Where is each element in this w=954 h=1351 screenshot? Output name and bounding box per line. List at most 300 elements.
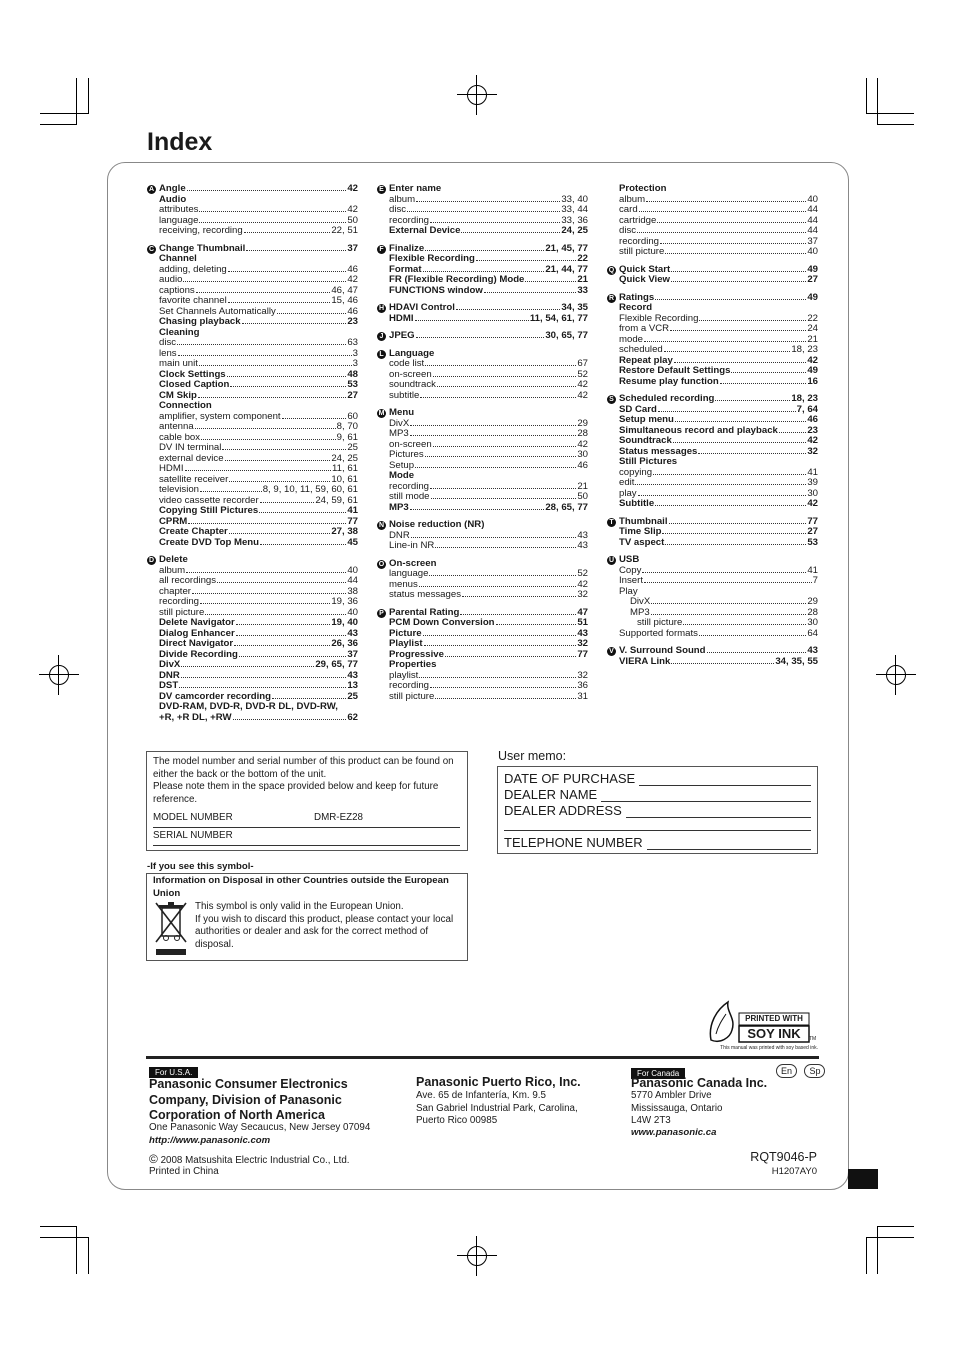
model-box-note: Please note them in the space provided below and keep for future reference. <box>153 781 439 805</box>
index-entry-label: Quick Start <box>619 263 671 275</box>
leader-dots <box>423 271 545 272</box>
index-entry-page: 21, 45, 77 <box>545 242 588 254</box>
index-entry-page: 33, 44 <box>561 204 588 215</box>
index-entry-page: 77 <box>807 515 818 527</box>
index-entry-label: adding, deleting <box>159 263 227 275</box>
index-entry-label: Scheduled recording <box>619 393 715 404</box>
leader-dots <box>410 509 545 510</box>
index-entry-page: 44 <box>347 575 358 586</box>
leader-dots <box>720 383 807 384</box>
index-entry-page: 43 <box>577 529 588 541</box>
index-entry-page: 31 <box>577 690 588 702</box>
index-entry-page: 3 <box>352 358 358 369</box>
document-subcode: H1207AY0 <box>771 1166 817 1177</box>
canada-address-line1: 5770 Ambler Drive <box>631 1090 712 1101</box>
canada-company: Panasonic Canada Inc. <box>631 1076 768 1090</box>
index-entry-page: 10, 61 <box>331 473 358 485</box>
index-entry <box>377 359 588 370</box>
leader-dots <box>260 544 346 545</box>
usa-company-line1: Panasonic Consumer Electronics <box>149 1077 348 1091</box>
index-group <box>607 184 818 258</box>
index-entry <box>607 247 818 258</box>
index-entry-label: language <box>159 214 199 226</box>
index-entry-label: DNR <box>159 669 180 681</box>
index-entry <box>377 275 588 286</box>
index-entry-label: Time Slip <box>619 526 662 537</box>
leader-dots <box>484 292 577 293</box>
crop-mark <box>88 78 89 114</box>
index-entry-page: 32 <box>807 445 818 457</box>
index-entry-label: DivX <box>389 417 410 429</box>
leader-dots <box>201 439 336 440</box>
index-entry-label: Audio <box>159 193 187 205</box>
index-entry <box>607 478 818 489</box>
pr-address-line3: Puerto Rico 00985 <box>416 1115 498 1127</box>
leader-dots <box>655 299 806 300</box>
date-of-purchase-label: DATE OF PURCHASE <box>504 771 636 786</box>
index-entry <box>607 468 818 479</box>
index-entry-page: 41 <box>807 564 818 576</box>
index-entry <box>377 520 588 531</box>
index-entry-label: from a VCR <box>619 323 670 334</box>
dealer-name-field[interactable] <box>601 789 811 802</box>
telephone-number-field[interactable] <box>647 837 811 850</box>
index-entry-label: Playlist <box>389 638 423 649</box>
index-entry <box>607 377 818 388</box>
index-entry-label: subtitle <box>389 389 420 401</box>
index-entry-label: television <box>159 484 199 495</box>
index-entry-page: 21 <box>807 333 818 345</box>
disposal-heading: Information on Disposal in other Countries outside the European Union <box>153 875 449 899</box>
index-entry <box>377 184 588 195</box>
leader-dots <box>433 376 577 377</box>
index-entry-page: 27 <box>347 389 358 401</box>
index-entry <box>607 576 818 587</box>
index-group-d <box>147 555 358 723</box>
index-entry-label: Finalize <box>389 242 425 254</box>
index-entry-page: 18, 23 <box>791 344 818 355</box>
index-entry-page: 46 <box>577 459 588 471</box>
dealer-address-field-2[interactable] <box>504 829 811 831</box>
weee-bin-icon <box>153 900 189 956</box>
leader-dots <box>779 432 806 433</box>
index-entry-page: 30, 65, 77 <box>545 330 588 341</box>
index-entry-label: Divide Recording <box>159 648 238 660</box>
index-entry-page: 42 <box>577 379 588 390</box>
index-entry <box>147 660 358 671</box>
index-entry <box>147 443 358 454</box>
soy-ink-caption: This manual was printed with soy based ink. <box>720 1045 818 1051</box>
index-entry <box>147 226 358 237</box>
index-entry-page: 43 <box>577 540 588 551</box>
index-entry-page: 37 <box>807 235 818 247</box>
usa-address: One Panasonic Way Secaucus, New Jersey 07094 <box>149 1122 371 1133</box>
index-entry-label: DVD-RAM, DVD-R, DVD-R DL, DVD-RW, <box>159 701 338 712</box>
leader-dots <box>669 523 807 524</box>
index-entry <box>607 457 818 468</box>
leader-dots <box>272 698 346 699</box>
index-group-r <box>607 293 818 388</box>
leader-dots <box>699 320 806 321</box>
index-entry <box>377 660 588 671</box>
index-entry-label: TV aspect <box>619 536 665 548</box>
index-entry-page: 7 <box>812 575 818 586</box>
index-entry-page: 24, 25 <box>331 452 358 464</box>
model-box-intro: The model number and serial number of this product can be found on either the back or the bottom of the unit. <box>153 756 454 780</box>
registration-mark-icon <box>39 655 79 695</box>
index-entry-page: 22 <box>807 312 818 324</box>
index-group-j <box>377 331 588 342</box>
leader-dots <box>665 544 806 545</box>
crop-mark <box>877 1226 878 1274</box>
index-entry-label: album <box>389 193 416 205</box>
leader-dots <box>456 309 560 310</box>
index-entry-label: still mode <box>389 491 430 502</box>
leader-dots <box>192 593 346 594</box>
leader-dots <box>637 232 806 233</box>
index-entry <box>607 195 818 206</box>
serial-number-label: SERIAL NUMBER <box>153 830 233 841</box>
index-entry-label: Change Thumbnail <box>159 242 246 254</box>
index-entry <box>147 702 358 713</box>
index-entry <box>147 506 358 517</box>
leader-dots <box>410 435 577 436</box>
index-entry-page: 22, 51 <box>331 225 358 236</box>
index-entry-label: disc <box>159 337 177 348</box>
leader-dots <box>698 453 806 454</box>
index-entry-page: 16 <box>807 375 818 387</box>
index-entry-label: Channel <box>159 253 197 264</box>
index-entry-page: 46, 47 <box>331 284 358 296</box>
pr-address-line1: Ave. 65 de Infantería, Km. 9.5 <box>416 1090 546 1101</box>
index-entry-page: 27 <box>807 526 818 537</box>
leader-dots <box>205 614 346 615</box>
index-entry-page: 22 <box>577 253 588 264</box>
index-entry-page: 40 <box>347 606 358 618</box>
index-entry-page: 43 <box>577 627 588 639</box>
leader-dots <box>671 663 774 664</box>
index-entry <box>147 597 358 608</box>
index-entry-label: album <box>159 564 186 576</box>
index-entry <box>147 401 358 412</box>
index-entry-page: 32 <box>577 589 588 600</box>
date-of-purchase-field[interactable] <box>639 773 811 786</box>
index-entry-label: Picture <box>389 627 422 639</box>
leader-dots <box>420 397 576 398</box>
telephone-number-label: TELEPHONE NUMBER <box>504 835 643 850</box>
index-entry-page: 41 <box>347 505 358 516</box>
index-entry <box>147 296 358 307</box>
user-memo-box <box>497 766 818 854</box>
index-entry <box>377 471 588 482</box>
index-entry-label: Thumbnail <box>619 515 668 527</box>
index-entry-label: DivX <box>159 659 181 670</box>
index-entry-page: 39 <box>807 477 818 488</box>
index-entry-page: 29, 65, 77 <box>315 659 358 670</box>
index-entry-page: 41 <box>807 466 818 478</box>
index-entry-page: 62 <box>347 711 358 723</box>
soy-ink-line2: SOY INK <box>747 1026 801 1041</box>
index-letter-badge: M <box>378 410 385 417</box>
index-entry-label: DST <box>159 680 179 691</box>
model-number-box <box>146 751 468 851</box>
canada-website-link[interactable]: www.panasonic.ca <box>631 1127 717 1138</box>
index-group-u <box>607 555 818 639</box>
index-entry <box>607 184 818 195</box>
crop-mark <box>76 1226 77 1274</box>
index-entry-label: DV IN terminal <box>159 442 222 453</box>
printed-in: Printed in China <box>149 1166 219 1177</box>
leader-dots <box>195 428 336 429</box>
leader-dots <box>425 250 544 251</box>
model-number-value: DMR-EZ28 <box>314 812 363 823</box>
index-entry-label: SD Card <box>619 403 657 415</box>
index-column-1 <box>147 184 358 730</box>
index-entry-page: 48 <box>347 368 358 380</box>
index-entry-label: mode <box>619 333 643 345</box>
leader-dots <box>429 575 576 576</box>
index-entry-label: play <box>619 487 637 499</box>
index-entry-page: 24, 59, 61 <box>315 494 358 506</box>
leader-dots <box>228 271 347 272</box>
index-entry <box>377 195 588 206</box>
index-entry-page: 32 <box>577 638 588 649</box>
index-entry-label: still picture <box>159 606 205 618</box>
registration-mark-icon <box>457 1236 497 1276</box>
leader-dots <box>671 281 806 282</box>
index-entry-label: HDAVI Control <box>389 302 455 313</box>
usa-website-link[interactable]: http://www.panasonic.com <box>149 1135 271 1146</box>
index-entry-page: 44 <box>807 225 818 236</box>
leader-dots <box>236 635 347 636</box>
leader-dots <box>731 372 806 373</box>
index-entry <box>377 205 588 216</box>
index-entry-page: 53 <box>347 379 358 390</box>
index-entry-label: playlist <box>389 669 419 681</box>
usa-tag: For U.S.A. <box>149 1067 198 1078</box>
index-letter-badge: L <box>377 350 386 359</box>
index-entry-label: FR (Flexible Recording) Mode <box>389 274 525 285</box>
leader-dots <box>435 547 576 548</box>
leader-dots <box>199 222 346 223</box>
registration-mark-icon <box>457 75 497 115</box>
leader-dots <box>639 211 807 212</box>
index-entry-label: receiving, recording <box>159 225 243 236</box>
index-entry-page: 40 <box>347 564 358 576</box>
crop-mark <box>88 1237 89 1274</box>
leader-dots <box>433 446 577 447</box>
leader-dots <box>460 614 576 615</box>
crop-mark <box>40 1237 89 1238</box>
disposal-lead: -If you see this symbol- <box>147 861 254 872</box>
index-entry-page: 42 <box>807 498 818 509</box>
index-entry <box>147 359 358 370</box>
index-letter-badge: O <box>378 560 385 568</box>
index-entry-label: Create DVD Top Menu <box>159 536 260 548</box>
index-entry-page: 32 <box>577 669 588 681</box>
leader-dots <box>225 460 331 461</box>
leader-dots <box>246 250 346 251</box>
leader-dots <box>181 677 347 678</box>
leader-dots <box>707 652 807 653</box>
index-entry-label: V. Surround Sound <box>619 645 706 656</box>
index-entry-page: 11, 61 <box>332 463 358 474</box>
leader-dots <box>430 687 576 688</box>
index-entry <box>607 436 818 447</box>
leader-dots <box>186 572 346 573</box>
leader-dots <box>653 474 806 475</box>
index-entry <box>147 275 358 286</box>
index-entry-label: Play <box>619 585 638 597</box>
leader-dots <box>644 582 812 583</box>
index-entry-label: Status messages <box>619 445 698 457</box>
index-entry-page: 43 <box>347 669 358 681</box>
index-entry-page: 23 <box>347 316 358 327</box>
index-entry <box>607 618 818 629</box>
leader-dots <box>424 645 577 646</box>
index-entry-label: +R, +R DL, +RW <box>159 711 232 723</box>
leader-dots <box>525 281 576 282</box>
index-letter-badge: P <box>377 609 386 618</box>
index-entry-label: CPRM <box>159 515 188 527</box>
index-entry-label: video cassette recorder <box>159 494 259 506</box>
index-entry-label: Delete Navigator <box>159 617 235 628</box>
index-entry-label: VIERA Link <box>619 655 671 667</box>
index-entry <box>377 681 588 692</box>
leader-dots <box>496 624 577 625</box>
index-entry-label: cable box <box>159 431 201 443</box>
index-entry-label: on-screen <box>389 438 432 450</box>
leader-dots <box>655 505 806 506</box>
index-entry-page: 30 <box>807 487 818 499</box>
index-entry-page: 51 <box>577 617 588 628</box>
index-entry-label: HDMI <box>389 312 414 324</box>
copyright-symbol: © <box>149 1152 158 1166</box>
index-group-m <box>377 408 588 513</box>
index-entry-page: 45 <box>347 536 358 548</box>
index-entry <box>377 692 588 703</box>
index-group-f <box>377 244 588 297</box>
index-entry-label: On-screen <box>389 557 437 569</box>
index-entry-label: PCM Down Conversion <box>389 617 495 628</box>
leader-dots <box>222 449 346 450</box>
index-entry <box>147 380 358 391</box>
lang-en-badge: En <box>776 1064 797 1078</box>
leader-dots <box>229 481 330 482</box>
index-entry-page: 42 <box>577 389 588 401</box>
index-entry-page: 53 <box>807 536 818 548</box>
index-entry-label: Simultaneous record and playback <box>619 424 778 436</box>
leader-dots <box>185 470 332 471</box>
leader-dots <box>476 260 576 261</box>
index-entry-page: 64 <box>807 627 818 639</box>
index-entry-page: 11, 54, 61, 77 <box>529 312 588 324</box>
index-entry-label: Closed Caption <box>159 379 230 390</box>
index-entry-page: 52 <box>577 368 588 380</box>
index-entry-page: 9, 61 <box>336 431 358 443</box>
leader-dots <box>419 586 577 587</box>
index-entry <box>147 328 358 339</box>
index-entry-label: language <box>389 568 429 579</box>
crop-mark <box>866 1237 914 1238</box>
dealer-address-field[interactable] <box>626 805 811 818</box>
page-tab-marker <box>848 1169 878 1189</box>
index-entry-label: recording <box>389 480 429 492</box>
index-column-2 <box>377 184 588 709</box>
index-entry-page: 29 <box>807 596 818 607</box>
index-entry <box>377 303 588 314</box>
index-entry <box>147 576 358 587</box>
index-entry <box>147 485 358 496</box>
index-entry-page: 28, 65, 77 <box>545 501 588 513</box>
leader-dots <box>199 365 352 366</box>
index-entry <box>607 538 818 549</box>
document-code: RQT9046-P <box>750 1150 817 1164</box>
leader-dots <box>416 337 545 338</box>
leader-dots <box>183 281 346 282</box>
index-entry <box>607 394 818 405</box>
index-entry-label: Cleaning <box>159 326 200 338</box>
index-column-3 <box>607 184 818 674</box>
crop-mark <box>40 124 77 125</box>
index-entry-label: Protection <box>619 183 667 194</box>
index-entry-label: Setup menu <box>619 414 674 425</box>
user-memo-title: User memo: <box>498 749 567 763</box>
index-entry-label: Repeat play <box>619 354 673 366</box>
disposal-text-2: If you wish to discard this product, please contact your local authorities or dealer and ask for the correct method of disposal. <box>195 913 454 950</box>
index-entry-label: Set Channels Automatically <box>159 305 276 317</box>
leader-dots <box>425 365 576 366</box>
index-entry-label: Format <box>389 263 422 275</box>
dealer-address-label: DEALER ADDRESS <box>504 803 622 818</box>
leader-dots <box>670 330 806 331</box>
index-entry-label: recording <box>619 235 659 247</box>
index-letter-badge: V <box>607 647 616 656</box>
index-entry-label: external device <box>159 452 224 464</box>
leader-dots <box>425 456 577 457</box>
index-entry-page: 42 <box>807 354 818 366</box>
index-entry-label: Quick View <box>619 274 671 285</box>
index-entry-page: 28 <box>577 428 588 439</box>
index-entry-page: 63 <box>347 337 358 348</box>
index-entry-page: 21 <box>577 480 588 492</box>
leader-dots <box>419 677 576 678</box>
index-entry-page: 33, 36 <box>561 214 588 226</box>
index-entry-page: 8, 9, 10, 11, 59, 60, 61 <box>262 484 358 495</box>
leader-dots <box>196 292 331 293</box>
leader-dots <box>658 411 796 412</box>
index-entry <box>607 303 818 314</box>
index-letter-badge: U <box>608 557 615 564</box>
leader-dots <box>699 635 806 636</box>
index-entry <box>377 618 588 629</box>
leader-dots <box>187 190 347 191</box>
index-entry-page: 27 <box>807 274 818 285</box>
index-entry-label: Copying Still Pictures <box>159 505 259 516</box>
index-entry <box>147 671 358 682</box>
leader-dots <box>177 344 346 345</box>
index-entry <box>607 324 818 335</box>
index-entry-page: 23 <box>807 424 818 436</box>
canada-address-line2: Mississauga, Ontario <box>631 1102 723 1114</box>
index-entry <box>377 408 588 419</box>
index-entry-label: scheduled <box>619 344 663 355</box>
index-entry <box>147 555 358 566</box>
index-entry <box>377 503 588 514</box>
index-entry-label: attributes <box>159 204 199 215</box>
index-entry-page: 25 <box>347 442 358 453</box>
registration-mark-icon <box>876 655 916 695</box>
